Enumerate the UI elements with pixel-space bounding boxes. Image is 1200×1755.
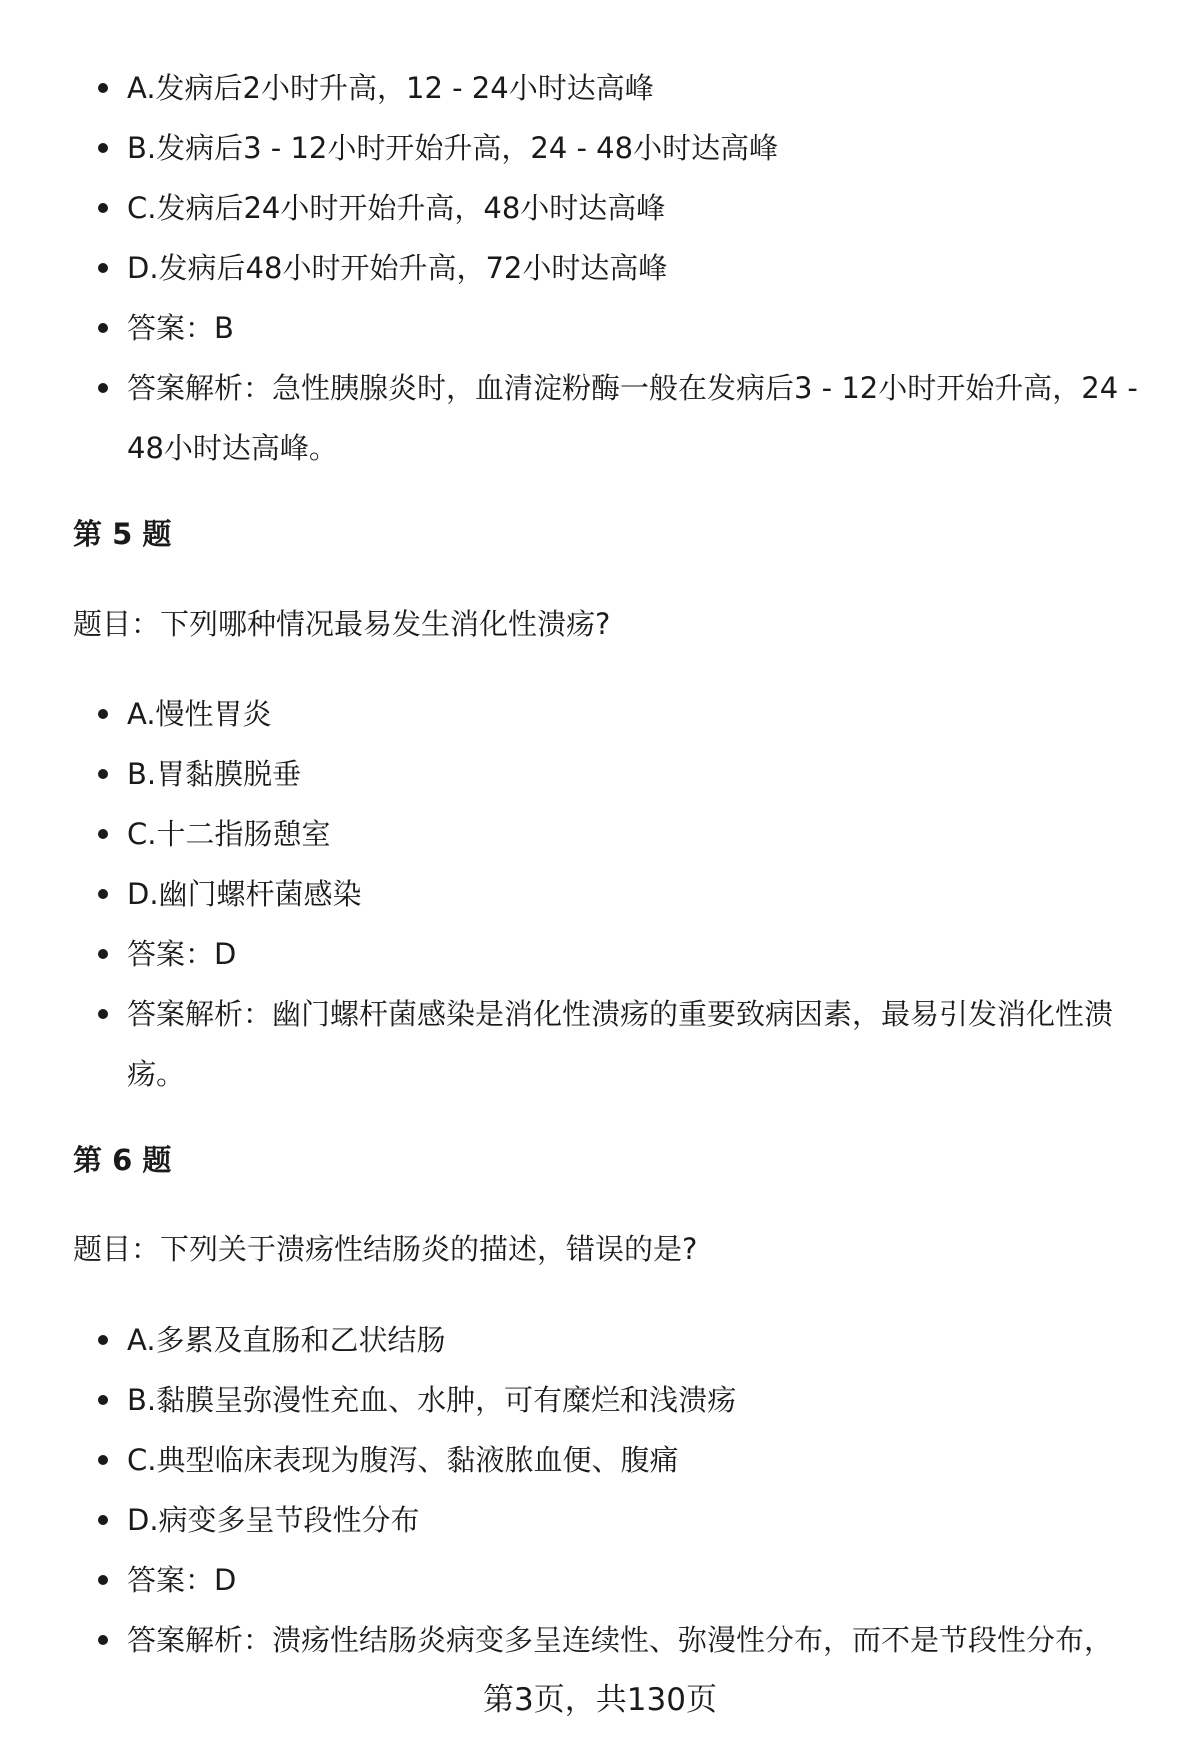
bullet-icon	[98, 1009, 108, 1019]
option-c	[0, 1430, 1200, 1490]
option-text: A.慢性胃炎	[127, 697, 272, 731]
option-d	[0, 238, 1200, 298]
bullet-icon	[98, 829, 108, 839]
question-6-block	[0, 1310, 1200, 1670]
bullet-icon	[98, 889, 108, 899]
bullet-icon	[98, 1455, 108, 1465]
question-6-title: 第 6 题	[73, 1143, 172, 1177]
option-a	[0, 684, 1200, 744]
option-d	[0, 864, 1200, 924]
option-text: C.十二指肠憩室	[127, 817, 331, 851]
explanation	[0, 1610, 1200, 1670]
bullet-icon	[98, 203, 108, 213]
question-5-stem: 题目：下列哪种情况最易发生消化性溃疡?	[73, 607, 611, 641]
question-6-list	[0, 1310, 1200, 1670]
bullet-icon	[98, 1335, 108, 1345]
bullet-icon	[98, 949, 108, 959]
option-text: D.发病后48小时开始升高，72小时达高峰	[127, 251, 668, 285]
explanation	[0, 358, 1200, 478]
option-b	[0, 1370, 1200, 1430]
answer	[0, 924, 1200, 984]
bullet-icon	[98, 1575, 108, 1585]
bullet-icon	[98, 1515, 108, 1525]
answer-text: 答案：B	[127, 311, 234, 345]
answer-text: 答案：D	[127, 937, 237, 971]
bullet-icon	[98, 263, 108, 273]
bullet-icon	[98, 709, 108, 719]
bullet-icon	[98, 769, 108, 779]
option-b	[0, 118, 1200, 178]
option-text: D.病变多呈节段性分布	[127, 1503, 420, 1537]
explanation-text: 答案解析：幽门螺杆菌感染是消化性溃疡的重要致病因素，最易引发消化性溃疡。	[127, 997, 1114, 1091]
question-5-title: 第 5 题	[73, 517, 172, 551]
question-4-list	[0, 58, 1200, 478]
question-5-block	[0, 684, 1200, 1104]
bullet-icon	[98, 1635, 108, 1645]
option-c	[0, 804, 1200, 864]
option-text: B.黏膜呈弥漫性充血、水肿，可有糜烂和浅溃疡	[127, 1383, 737, 1417]
explanation-text: 答案解析：溃疡性结肠炎病变多呈连续性、弥漫性分布，而不是节段性分布，	[127, 1623, 1114, 1657]
option-c	[0, 178, 1200, 238]
option-text: B.发病后3 - 12小时开始升高，24 - 48小时达高峰	[127, 131, 779, 165]
option-a	[0, 1310, 1200, 1370]
question-6-stem: 题目：下列关于溃疡性结肠炎的描述，错误的是?	[73, 1232, 698, 1266]
answer-text: 答案：D	[127, 1563, 237, 1597]
option-b	[0, 744, 1200, 804]
explanation	[0, 984, 1200, 1104]
question-4-block	[0, 58, 1200, 478]
bullet-icon	[98, 143, 108, 153]
option-text: A.多累及直肠和乙状结肠	[127, 1323, 446, 1357]
question-5-list	[0, 684, 1200, 1104]
answer	[0, 298, 1200, 358]
option-text: C.发病后24小时开始升高，48小时达高峰	[127, 191, 666, 225]
option-text: A.发病后2小时升高，12 - 24小时达高峰	[127, 71, 654, 105]
option-text: C.典型临床表现为腹泻、黏液脓血便、腹痛	[127, 1443, 679, 1477]
bullet-icon	[98, 1395, 108, 1405]
bullet-icon	[98, 383, 108, 393]
bullet-icon	[98, 323, 108, 333]
bullet-icon	[98, 83, 108, 93]
option-d	[0, 1490, 1200, 1550]
explanation-text: 答案解析：急性胰腺炎时，血清淀粉酶一般在发病后3 - 12小时开始升高，24 - 48小时达高峰。	[127, 371, 1138, 465]
option-a	[0, 58, 1200, 118]
option-text: B.胃黏膜脱垂	[127, 757, 302, 791]
answer	[0, 1550, 1200, 1610]
option-text: D.幽门螺杆菌感染	[127, 877, 362, 911]
page-number: 第3页，共130页	[483, 1682, 717, 1718]
